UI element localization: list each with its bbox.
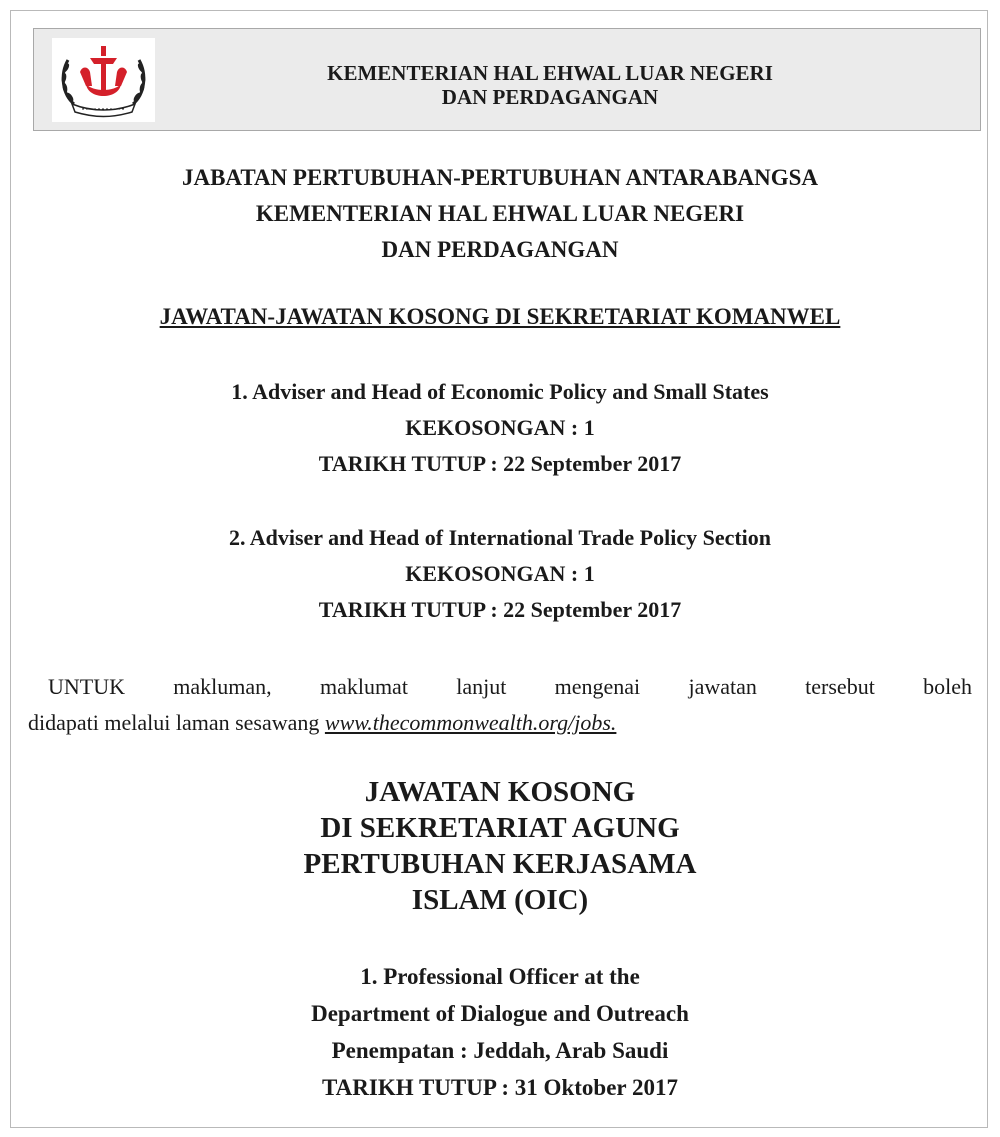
position-title: 1. Adviser and Head of Economic Policy and Small States [231, 379, 769, 404]
info-line-2-prefix: didapati melalui laman sesawang [28, 710, 325, 735]
position-vacancy: KEKOSONGAN : 1 [405, 561, 595, 586]
oic-title-line-4: ISLAM (OIC) [411, 884, 589, 916]
oic-position-title-line-1: 1. Professional Officer at the [360, 964, 640, 989]
department-line-3: DAN PERDAGANGAN [381, 237, 619, 262]
oic-position-placement: Penempatan : Jeddah, Arab Saudi [331, 1038, 669, 1063]
department-line-1: JABATAN PERTUBUHAN-PERTUBUHAN ANTARABANGSA [181, 165, 819, 190]
position-title: 2. Adviser and Head of International Trade Policy Section [228, 525, 772, 550]
ministry-line-2: DAN PERDAGANGAN [441, 85, 659, 109]
position-closing-date: TARIKH TUTUP : 22 September 2017 [318, 451, 682, 476]
ministry-line-1: KEMENTERIAN HAL EHWAL LUAR NEGERI [327, 61, 773, 85]
oic-position-1 [0, 958, 1000, 1106]
commonwealth-position-1 [0, 374, 1000, 482]
oic-position-closing-date: TARIKH TUTUP : 31 Oktober 2017 [322, 1075, 678, 1100]
oic-vacancies-title [0, 774, 1000, 918]
ministry-name [200, 61, 900, 109]
oic-title-line-1: JAWATAN KOSONG [364, 776, 636, 808]
commonwealth-position-2 [0, 520, 1000, 628]
position-vacancy: KEKOSONGAN : 1 [405, 415, 595, 440]
info-line-1: UNTUK makluman, maklumat lanjut mengenai jawatan tersebut boleh [48, 674, 972, 699]
department-line-2: KEMENTERIAN HAL EHWAL LUAR NEGERI [255, 201, 745, 226]
oic-position-title-line-2: Department of Dialogue and Outreach [311, 1001, 689, 1026]
position-closing-date: TARIKH TUTUP : 22 September 2017 [318, 597, 682, 622]
oic-title-line-2: DI SEKRETARIAT AGUNG [320, 812, 680, 844]
brunei-crest-icon [52, 38, 155, 122]
commonwealth-vacancies-title: JAWATAN-JAWATAN KOSONG DI SEKRETARIAT KOMANWEL [159, 304, 841, 329]
oic-title-line-3: PERTUBUHAN KERJASAMA [303, 848, 697, 880]
info-paragraph [28, 669, 972, 741]
department-heading [0, 160, 1000, 268]
commonwealth-jobs-link[interactable]: www.thecommonwealth.org/jobs. [324, 710, 617, 735]
